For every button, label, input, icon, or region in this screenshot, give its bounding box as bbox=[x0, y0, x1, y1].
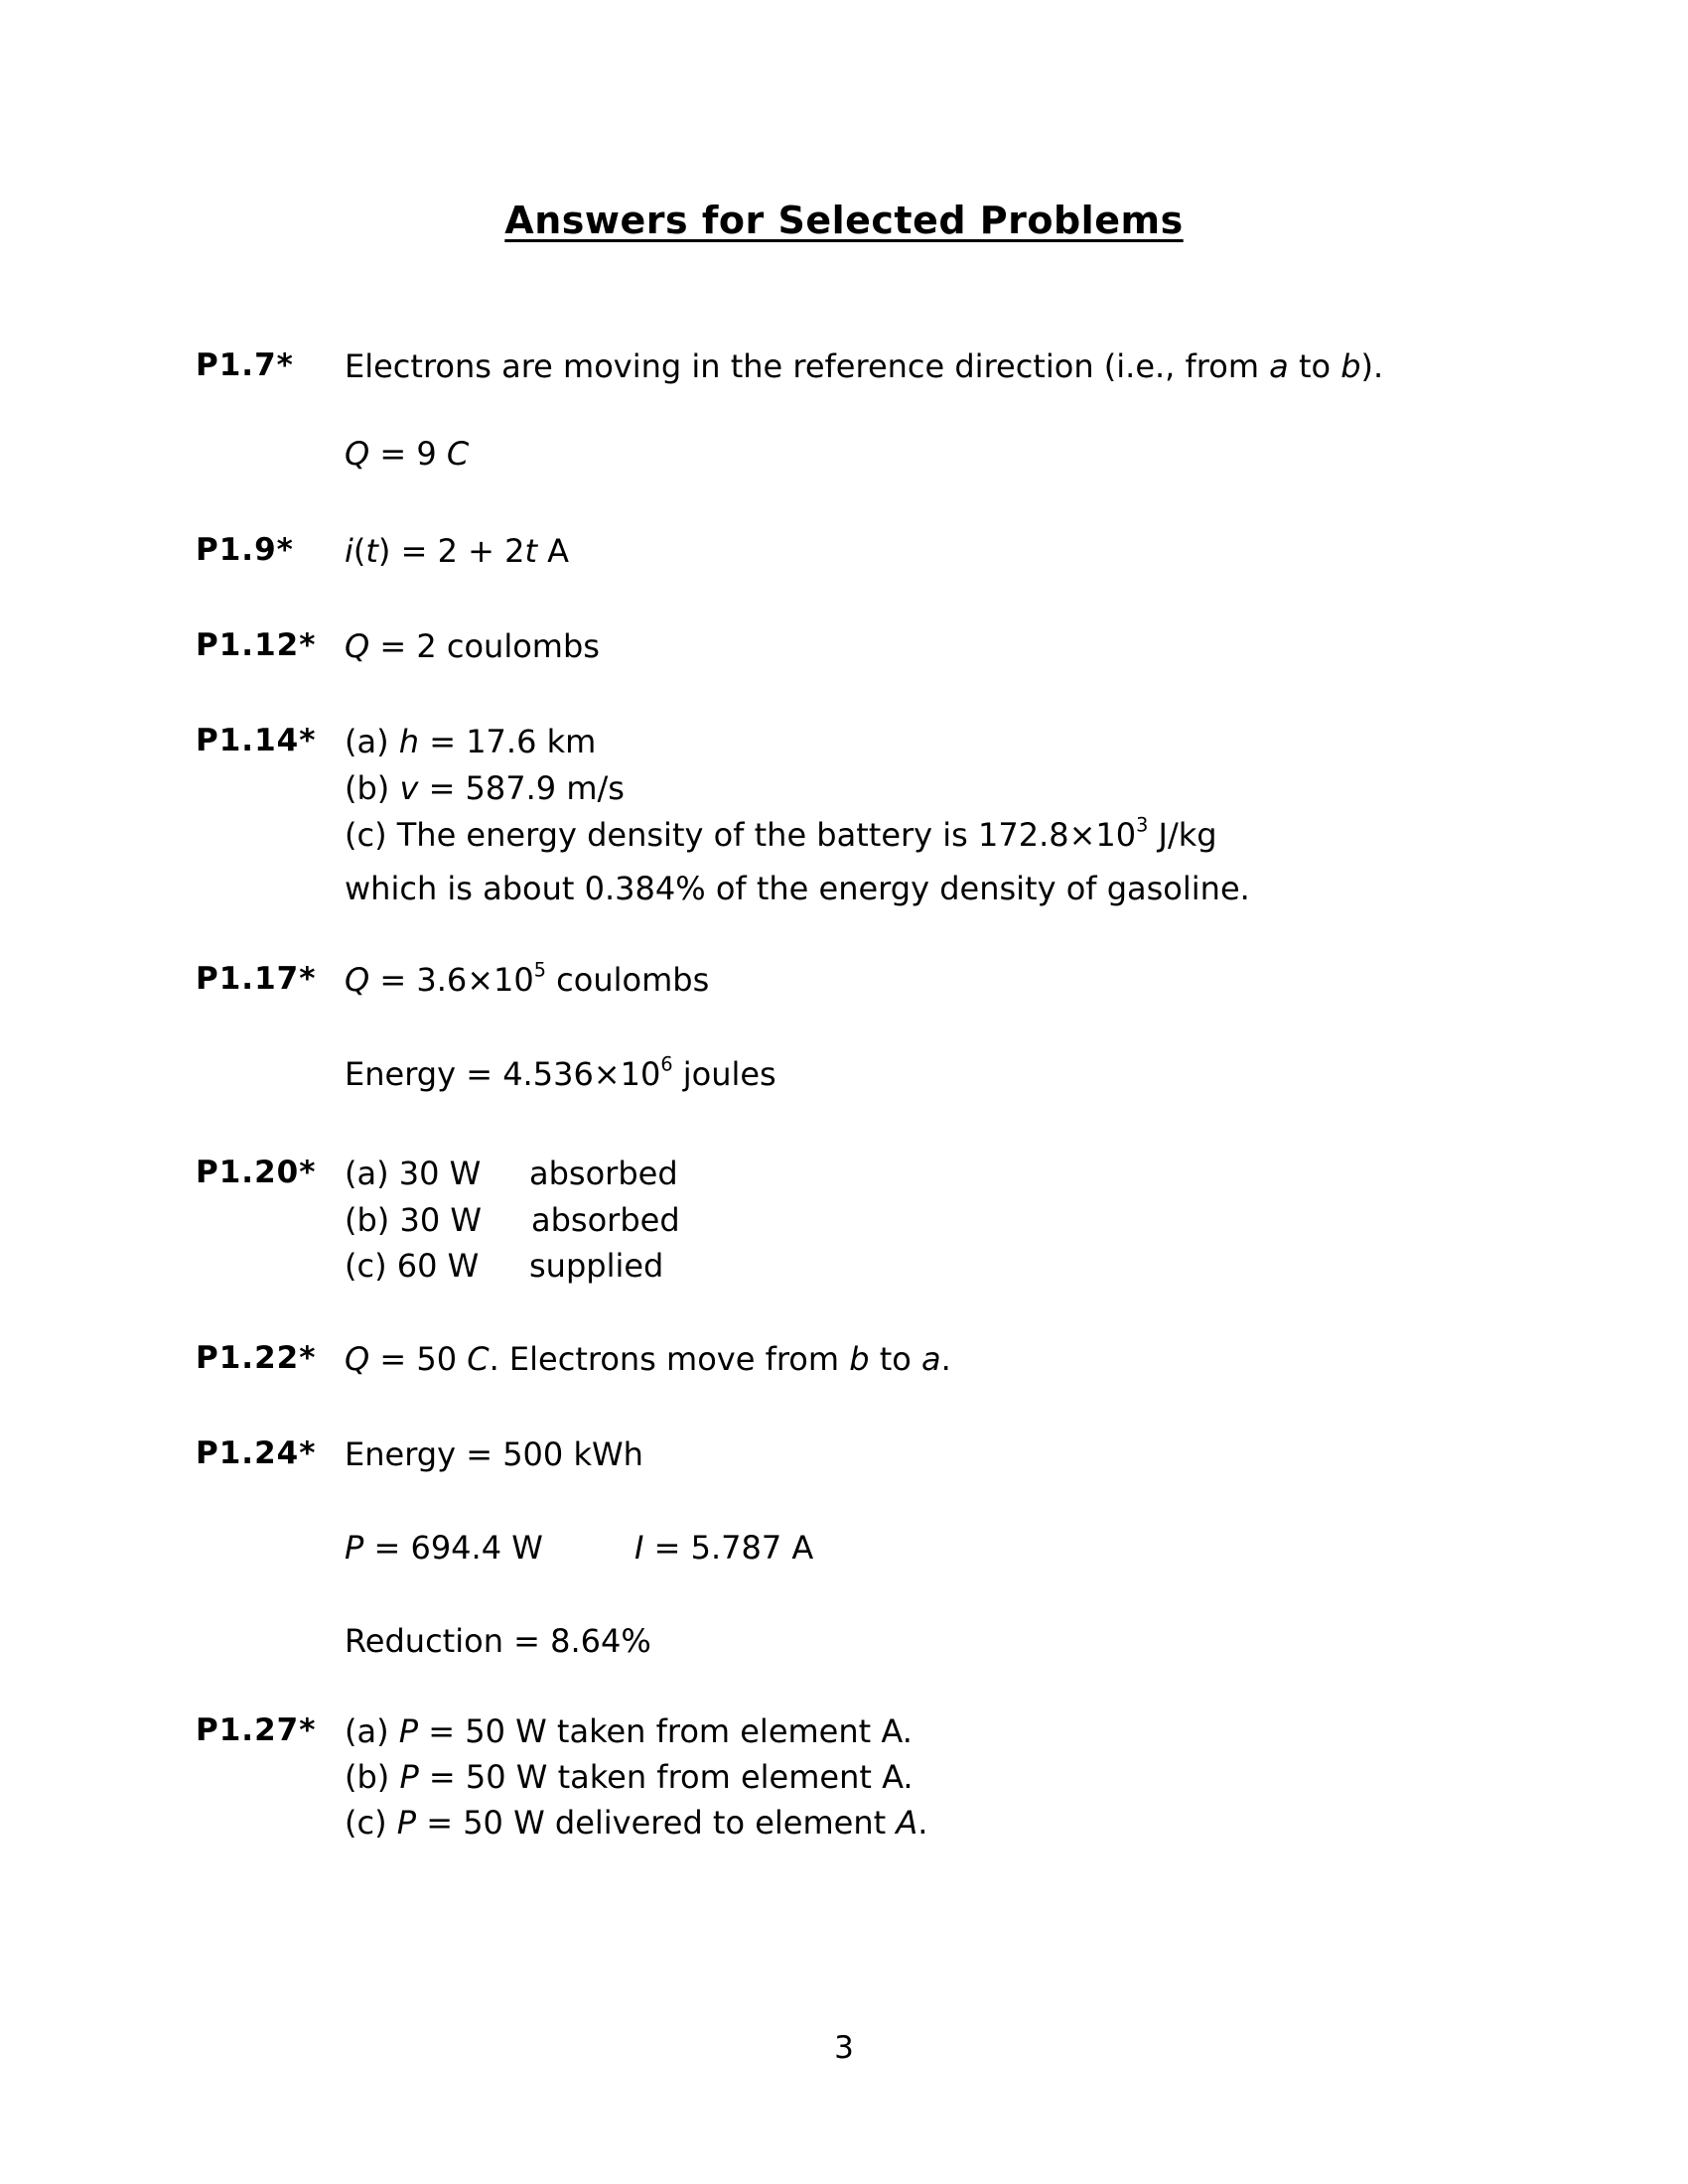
variable: t bbox=[365, 532, 378, 570]
answer-line: which is about 0.384% of the energy density of gasoline. bbox=[345, 870, 1250, 907]
variable: A bbox=[896, 1804, 918, 1842]
variable: P bbox=[398, 1712, 419, 1750]
answer-note: absorbed bbox=[529, 1155, 678, 1192]
problem-label: P1.9* bbox=[196, 532, 294, 568]
answer-text: Energy = 4.536×10 bbox=[345, 1055, 661, 1093]
answer-line bbox=[345, 1052, 776, 1093]
answer-line bbox=[345, 1201, 680, 1239]
answer-line bbox=[345, 347, 1383, 385]
answer-text: (c) 60 W bbox=[345, 1247, 480, 1285]
answer-text: = 50 bbox=[369, 1340, 468, 1378]
problem-label: P1.24* bbox=[196, 1435, 317, 1471]
problem-label: P1.22* bbox=[196, 1340, 317, 1376]
answer-text: ( bbox=[352, 532, 366, 570]
answer-line: Energy = 500 kWh bbox=[345, 1435, 643, 1473]
unit: coulombs bbox=[545, 961, 710, 999]
answer-text: to bbox=[1288, 347, 1341, 385]
answer-note: supplied bbox=[529, 1247, 664, 1285]
answer-text: Electrons are moving in the reference direction (i.e., from bbox=[345, 347, 1270, 385]
answer-line bbox=[345, 532, 569, 570]
variable: Q bbox=[345, 961, 370, 999]
answer-line bbox=[345, 1529, 813, 1567]
answer-text: (c) The energy density of the battery is 172.8×10 bbox=[345, 816, 1137, 854]
answer-text: = 5.787 A bbox=[643, 1529, 814, 1567]
problem-label: P1.20* bbox=[196, 1155, 317, 1190]
variable: i bbox=[345, 532, 353, 570]
answer-line bbox=[345, 1758, 914, 1796]
variable: I bbox=[634, 1529, 644, 1567]
variable: b bbox=[849, 1340, 870, 1378]
answer-text: = 17.6 km bbox=[419, 723, 597, 760]
answer-text: = 2 coulombs bbox=[369, 627, 600, 665]
variable: v bbox=[399, 769, 419, 807]
exponent: 5 bbox=[533, 958, 546, 982]
answer-text: = 50 W taken from element A. bbox=[418, 1758, 914, 1796]
variable: P bbox=[345, 1529, 364, 1567]
answer-line bbox=[345, 1712, 913, 1750]
variable: P bbox=[399, 1758, 419, 1796]
exponent: 6 bbox=[660, 1052, 673, 1076]
answer-text: (b) bbox=[345, 769, 400, 807]
variable: b bbox=[1340, 347, 1361, 385]
answer-text: = 587.9 m/s bbox=[418, 769, 625, 807]
variable: P bbox=[396, 1804, 417, 1842]
unit: joules bbox=[672, 1055, 776, 1093]
exponent: 3 bbox=[1136, 813, 1149, 837]
answer-text: . bbox=[917, 1804, 928, 1842]
problem-label: P1.12* bbox=[196, 627, 317, 663]
answer-note: absorbed bbox=[531, 1201, 680, 1239]
answer-line bbox=[345, 1247, 663, 1285]
page-number: 3 bbox=[834, 2030, 854, 2066]
answer-text: . Electrons move from bbox=[489, 1340, 850, 1378]
answer-text: ). bbox=[1360, 347, 1384, 385]
variable: h bbox=[398, 723, 420, 760]
answer-text: (a) bbox=[345, 1712, 399, 1750]
answer-text: (b) bbox=[345, 1758, 400, 1796]
answer-line bbox=[345, 958, 710, 999]
unit: A bbox=[536, 532, 570, 570]
variable: Q bbox=[345, 435, 370, 473]
unit: J/kg bbox=[1148, 816, 1217, 854]
variable: Q bbox=[345, 627, 370, 665]
answer-text: (a) bbox=[345, 723, 399, 760]
variable: a bbox=[1269, 347, 1289, 385]
problem-label: P1.17* bbox=[196, 961, 317, 997]
answer-text: (b) 30 W bbox=[345, 1201, 482, 1239]
page-title: Answers for Selected Problems bbox=[504, 199, 1184, 242]
unit: C bbox=[467, 1340, 490, 1378]
problem-label: P1.27* bbox=[196, 1712, 317, 1748]
answer-line bbox=[345, 769, 625, 807]
answer-text: = 50 W delivered to element bbox=[416, 1804, 897, 1842]
answer-text: (c) bbox=[345, 1804, 397, 1842]
answer-line: Reduction = 8.64% bbox=[345, 1622, 651, 1660]
answer-text: = 9 bbox=[369, 435, 447, 473]
variable: Q bbox=[345, 1340, 370, 1378]
answer-line bbox=[345, 435, 469, 473]
answer-line bbox=[345, 1804, 927, 1842]
answer-line bbox=[345, 1155, 678, 1192]
answer-text: (a) 30 W bbox=[345, 1155, 482, 1192]
answer-line bbox=[345, 1340, 951, 1378]
answer-line bbox=[345, 723, 596, 760]
answer-line bbox=[345, 813, 1217, 854]
answer-text: = 50 W taken from element A. bbox=[418, 1712, 913, 1750]
variable: a bbox=[920, 1340, 941, 1378]
answer-text: ) = 2 + 2 bbox=[377, 532, 525, 570]
answer-line bbox=[345, 627, 600, 665]
variable: t bbox=[524, 532, 537, 570]
answer-text: = 694.4 W bbox=[363, 1529, 543, 1567]
answer-text: . bbox=[940, 1340, 951, 1378]
answer-text: to bbox=[869, 1340, 921, 1378]
unit: C bbox=[446, 435, 470, 473]
problem-label: P1.7* bbox=[196, 347, 294, 383]
problem-label: P1.14* bbox=[196, 723, 317, 758]
answer-text: = 3.6×10 bbox=[369, 961, 534, 999]
